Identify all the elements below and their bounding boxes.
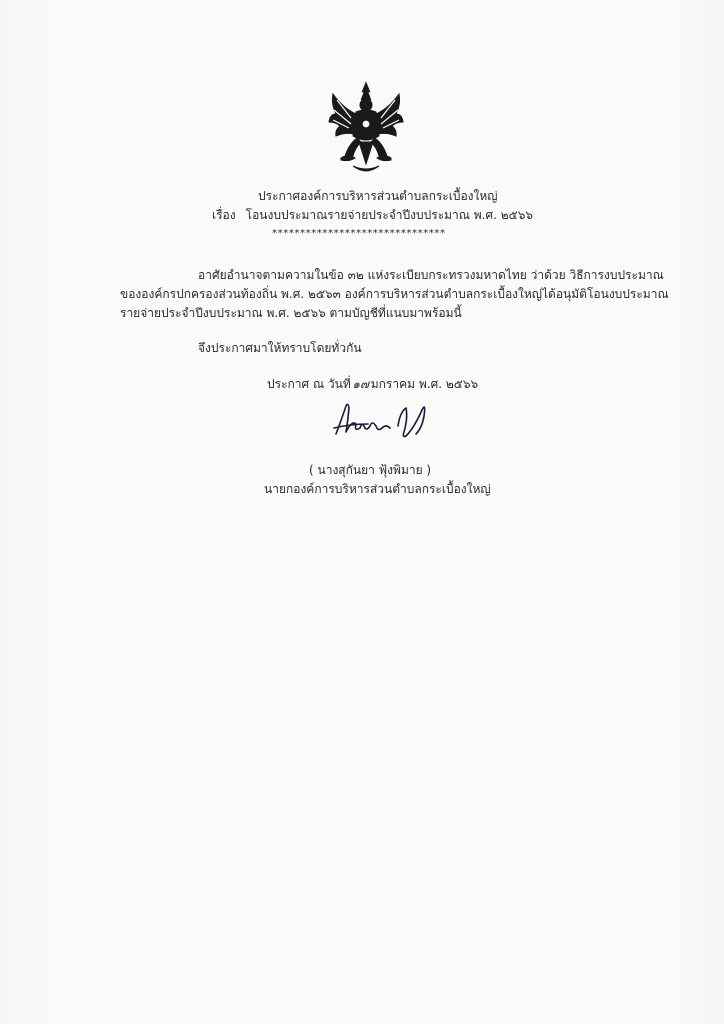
announced-day: ๑๗ [352, 377, 370, 391]
notify-statement: จึงประกาศมาให้ทราบโดยทั่วกัน [198, 341, 362, 355]
announcement-title: ประกาศองค์การบริหารส่วนตำบลกระเบื้องใหญ่ [258, 189, 498, 203]
announced-prefix: ประกาศ ณ วันที่ [267, 377, 351, 391]
signer-name: ( นางสุกันยา ฟุ้งพิมาย ) [309, 463, 432, 477]
announcement-date [267, 376, 478, 392]
handwritten-signature [332, 398, 432, 448]
body-paragraph-line-2: ขององค์กรปกครองส่วนท้องถิ่น พ.ศ. ๒๕๖๓ องค์การบริหารส่วนตำบลกระเบื้องใหญ่ได้อนุมัติโอนงบประมาณ [120, 287, 669, 301]
subject-line [212, 207, 533, 223]
subject-text: โอนงบประมาณรายจ่ายประจำปีงบประมาณ พ.ศ. ๒๕๖๖ [245, 208, 533, 222]
body-paragraph-line-1: อาศัยอำนาจตามความในข้อ ๓๒ แห่งระเบียบกระทรวงมหาดไทย ว่าด้วย วิธีการงบประมาณ [198, 268, 664, 282]
body-paragraph-line-3: รายจ่ายประจำปีงบประมาณ พ.ศ. ๒๕๖๖ ตามบัญชีที่แนบมาพร้อมนี้ [120, 306, 462, 320]
announced-suffix: มกราคม พ.ศ. ๒๕๖๖ [370, 377, 479, 391]
garuda-emblem-icon [327, 78, 405, 178]
signer-position: นายกองค์การบริหารส่วนตำบลกระเบื้องใหญ่ [264, 482, 491, 496]
asterisk-divider: ******************************* [272, 228, 446, 239]
subject-label: เรื่อง [212, 208, 236, 222]
